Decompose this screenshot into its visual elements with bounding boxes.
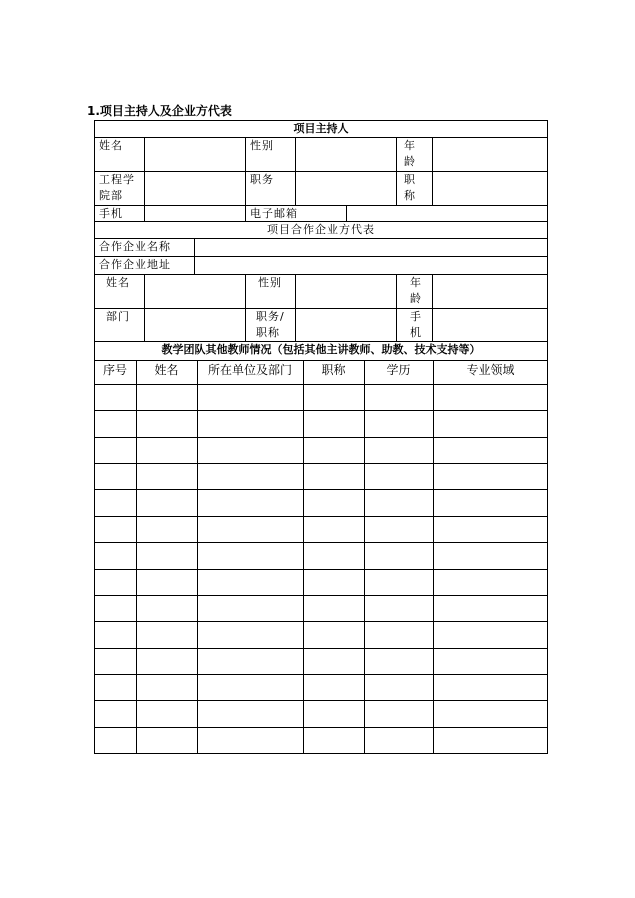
host-gender-label: 性别 [250, 139, 274, 152]
project-info-table [94, 120, 548, 754]
column-header-index: 序号 [102, 363, 127, 377]
host-dept-label-2: 院部 [99, 189, 123, 202]
table-rule [346, 205, 347, 222]
table-rule [303, 360, 304, 754]
rep-age-label-2: 龄 [410, 292, 421, 305]
rep-phone-label: 手 [410, 310, 421, 323]
rep-gender-label: 性别 [258, 276, 282, 289]
company-address-label: 合作企业地址 [99, 258, 171, 271]
table-row-rule [94, 595, 548, 596]
table-rule [197, 360, 198, 754]
host-duty-label: 职务 [250, 173, 274, 186]
table-row-rule [94, 700, 548, 701]
table-row-rule [94, 463, 548, 464]
enterprise-section-title: 项目合作企业方代表 [267, 223, 375, 236]
host-dept-label: 工程学 [99, 173, 135, 186]
table-row-rule [94, 542, 548, 543]
host-age-label: 年 [404, 139, 415, 152]
table-rule [295, 274, 296, 342]
rep-phone-label-2: 机 [410, 326, 421, 339]
host-title-label-2: 称 [404, 189, 415, 202]
table-border [94, 753, 548, 754]
table-rule [364, 360, 365, 754]
table-border [94, 120, 548, 121]
host-title-label: 职 [404, 173, 415, 186]
table-row-rule [94, 648, 548, 649]
table-rule [295, 137, 296, 206]
page-heading: 1.项目主持人及企业方代表 [87, 104, 232, 118]
table-rule [245, 137, 246, 222]
host-section-title: 项目主持人 [293, 122, 349, 135]
table-rule [144, 137, 145, 222]
table-rule [433, 360, 434, 754]
table-rule [432, 274, 433, 342]
column-header-unit: 所在单位及部门 [207, 363, 292, 377]
table-rule [396, 274, 397, 342]
table-row-rule [94, 437, 548, 438]
table-rule [94, 221, 548, 222]
table-rule [94, 137, 548, 138]
host-name-label: 姓名 [99, 139, 123, 152]
host-phone-label: 手机 [99, 207, 123, 220]
table-row-rule [94, 621, 548, 622]
column-header-education: 学历 [386, 363, 411, 377]
table-row-rule [94, 674, 548, 675]
table-row-rule [94, 569, 548, 570]
table-row-rule [94, 489, 548, 490]
column-header-title: 职称 [321, 363, 346, 377]
host-age-label-2: 龄 [404, 155, 415, 168]
table-rule [94, 256, 548, 257]
table-rule [94, 274, 548, 275]
team-section-title: 教学团队其他教师情况（包括其他主讲教师、助教、技术支持等） [161, 343, 481, 356]
table-rule [396, 137, 397, 206]
table-row-rule [94, 410, 548, 411]
table-row-rule [94, 516, 548, 517]
table-row-rule [94, 727, 548, 728]
table-rule [144, 274, 145, 342]
table-rule [136, 360, 137, 754]
table-rule [94, 171, 548, 172]
rep-age-label: 年 [410, 276, 421, 289]
table-rule [245, 274, 246, 342]
rep-duty-title-label: 职务/ [256, 310, 285, 323]
rep-name-label: 姓名 [106, 276, 130, 289]
table-rule [432, 137, 433, 206]
table-rule [94, 341, 548, 342]
table-rule [94, 205, 548, 206]
table-rule [94, 238, 548, 239]
table-rule [194, 238, 195, 275]
table-rule [94, 308, 548, 309]
rep-duty-title-label-2: 职称 [256, 326, 280, 339]
table-rule [94, 384, 548, 385]
table-rule [94, 360, 548, 361]
column-header-specialty: 专业领域 [466, 363, 515, 377]
column-header-name: 姓名 [154, 363, 179, 377]
host-email-label: 电子邮箱 [250, 207, 298, 220]
company-name-label: 合作企业名称 [99, 240, 171, 253]
rep-department-label: 部门 [106, 310, 130, 323]
